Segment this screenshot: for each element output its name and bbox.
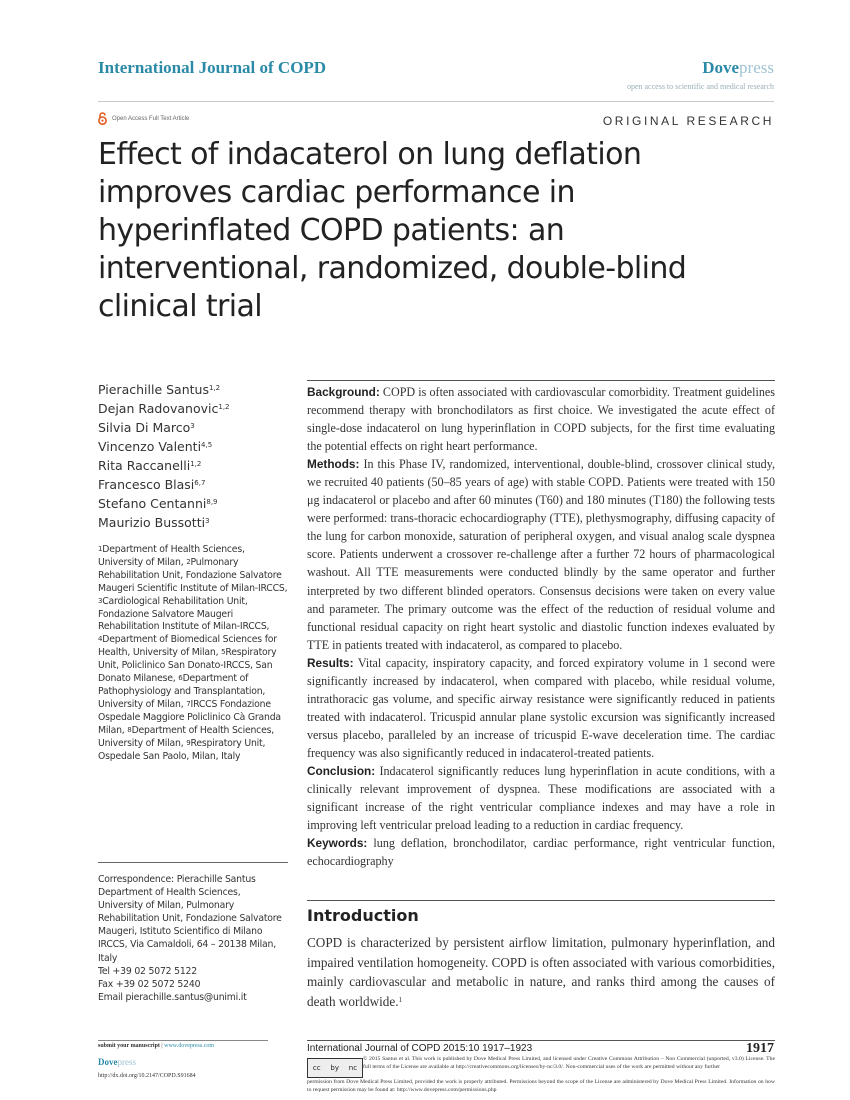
author: Stefano Centanni$^{8,9}$: [98, 496, 218, 511]
nc-icon: nc: [348, 1064, 358, 1072]
creative-commons-badge[interactable]: [307, 1058, 363, 1078]
correspondence-divider: [98, 862, 288, 863]
affiliations: $^1$Department of Health Sciences, University of Milan, $^2$Pulmonary Rehabilitation Unit, Fondazione Salvatore Maugeri Scientific Institute of Milan-IRCCS, $^3$Cardiological Rehabilitation Unit, Fondazione Salvatore Maugeri Rehabilitation Institute of Milan-IRCCS, $^4$Department of Biomedical Sciences for Health, University of Milan, $^5$Respiratory Unit, Policlinico San Donato-IRCCS, San Donato Milanese, $^6$Department of Pathophysiology and Transplantation, University of Milan, $^7$IRCCS Fondazione Ospedale Maggiore Policlinico Cà Granda Milan, $^8$Department of Health Sciences, University of Milan, $^9$Respiratory Unit, Ospedale San Paolo, Milan, Italy: [98, 544, 288, 762]
publisher-tagline: open access to scientific and medical research: [626, 82, 774, 91]
author: Rita Raccanelli$^{1,2}$: [98, 458, 202, 473]
journal-name: International Journal of COPD: [98, 58, 327, 77]
open-access-icon: [98, 112, 107, 125]
author: Dejan Radovanovic$^{1,2}$: [98, 401, 230, 416]
article-title: Effect of indacaterol on lung deflation improves cardiac performance in hyperinflated COPD patients: an interventional, randomized, double-blind clinical trial: [98, 137, 687, 324]
reference-link[interactable]: 1: [398, 995, 403, 1004]
open-access-label: Open Access Full Text Article: [112, 115, 190, 122]
author: Francesco Blasi$^{6,7}$: [98, 477, 206, 492]
by-icon: by: [330, 1064, 339, 1072]
publisher-logo-small: Dovepress: [98, 1057, 136, 1067]
publisher-strong: Dove: [702, 58, 740, 77]
author: Vincenzo Valenti$^{4,5}$: [98, 439, 213, 454]
correspondence-email[interactable]: Email pierachille.santus@unimi.it: [98, 991, 247, 1003]
abstract-top-rule: [307, 380, 775, 381]
journal-citation: International Journal of COPD 2015:10 1917–1923: [307, 1043, 533, 1054]
submit-manuscript-link[interactable]: submit your manuscript | www.dovepress.com: [98, 1043, 215, 1049]
author: Pierachille Santus$^{1,2}$: [98, 382, 221, 397]
publisher-logo: [702, 58, 774, 78]
abstract-results: Results: Vital capacity, inspiratory capacity, and forced expiratory volume in 1 second were significantly increased by indacaterol, when compared with placebo, while residual volume, intrathoracic gas volume, and specific airway resistance were significantly reduced in patients treated with indacaterol. Tricuspid annular plane systolic excursion was significantly increased versus placebo, paralleled by an increase of tricuspid E-wave deceleration time. The cardiac frequency was also significantly reduced in indacaterol-treated patients.: [307, 655, 775, 760]
abstract-methods: Methods: In this Phase IV, randomized, interventional, double-blind, crossover clinical study, we recruited 40 patients (50–85 years of age) with stable COPD. Patients were treated with 150 μg indacaterol or placebo and after 60 minutes (T60) and 180 minutes (T180) the following tests were performed: trans-thoracic echocardiography (TTE), plethysmography, diffusing capacity of the lung for carbon monoxide, saturation of peripheral oxygen, and visual analog scale dyspnea score. Patients underwent a crossover re-challenge after a further 72 hours of pharmacological washout. All TTE measurements were conducted blindly by the same operator and further interpreted by two different blinded operators. Consensus decisions were taken on every value and parameter. The primary outcome was the effect of the reduction of residual volume and functional residual capacity on right heart systolic and diastolic function indexes evaluated by TTE in patients treated with indacaterol, as compared to placebo.: [307, 457, 775, 652]
page-number: 1917: [746, 1041, 774, 1056]
abstract-background: Background: COPD is often associated with cardiovascular comorbidity. Treatment guidelines recommend therapy with bronchodilators as first choice. We investigated the acute effect of single-dose indacaterol on lung hyperinflation in COPD subjects, for the first time evaluating the potential effects on right heart performance.: [307, 385, 775, 454]
author: Maurizio Bussotti$^3$: [98, 515, 210, 530]
footer-left-divider: [98, 1040, 268, 1041]
open-access-badge: [98, 112, 189, 125]
correspondence: Correspondence: Pierachille Santus Department of Health Sciences, University of Milan, Pulmonary Rehabilitation Unit, Fondazione Salvatore Maugeri, Istituto Scientifico di Milano IRCCS, Via Camaldoli, 64 – 20138 Milan, Italy Tel +39 02 5072 5122 Fax +39 02 5072 5240 Email pierachille.santus@unimi.it: [98, 873, 294, 1004]
introduction-text: COPD is characterized by persistent airflow limitation, pulmonary hyperinflation, and impaired ventilation homogeneity. COPD is often associated with various comorbidities, mainly cardiovascular and metabolic in nature, and ranks third among the causes of death worldwide.$^1$: [307, 935, 775, 1009]
article-type: ORIGINAL RESEARCH: [602, 114, 774, 128]
cc-icon: cc: [312, 1064, 321, 1072]
author-list: [98, 380, 298, 532]
publisher-light: press: [739, 58, 774, 77]
doi-link[interactable]: http://dx.doi.org/10.2147/COPD.S91684: [98, 1073, 196, 1079]
abstract: [307, 383, 775, 870]
license-text-continued: permission from Dove Medical Press Limited, provided the work is properly attributed. Permissions beyond the scope of the License are administered by Dove Medical Press Limited. Information on how to request permission may be found at: http://www.dovepress.com/permissions.php: [307, 1079, 775, 1093]
introduction-heading: Introduction: [307, 906, 419, 925]
abstract-bottom-rule: [307, 900, 775, 901]
abstract-conclusion: Conclusion: Indacaterol significantly reduces lung hyperinflation in acute conditions, with a clinically relevant improvement of dyspnea. These modifications are associated with a significant increase of the right ventricular compliance indexes and may have a role in improving left ventricular preload leading to a reduction in cardiac frequency.: [307, 763, 775, 833]
header-divider: [98, 101, 774, 102]
footer-divider: [307, 1040, 775, 1041]
author: Silvia Di Marco$^3$: [98, 420, 195, 435]
abstract-keywords: Keywords: lung deflation, bronchodilator, cardiac performance, right ventricular function, echocardiography: [307, 836, 775, 869]
license-text: © 2015 Santus et al. This work is published by Dove Medical Press Limited, and licensed under Creative Commons Attribution – Non Commercial (unported, v3.0) License. The full terms of the License are available at http://creativecommons.org/licenses/by-nc/3.0/. Non-commercial uses of the work are permitted without any further: [363, 1056, 775, 1070]
